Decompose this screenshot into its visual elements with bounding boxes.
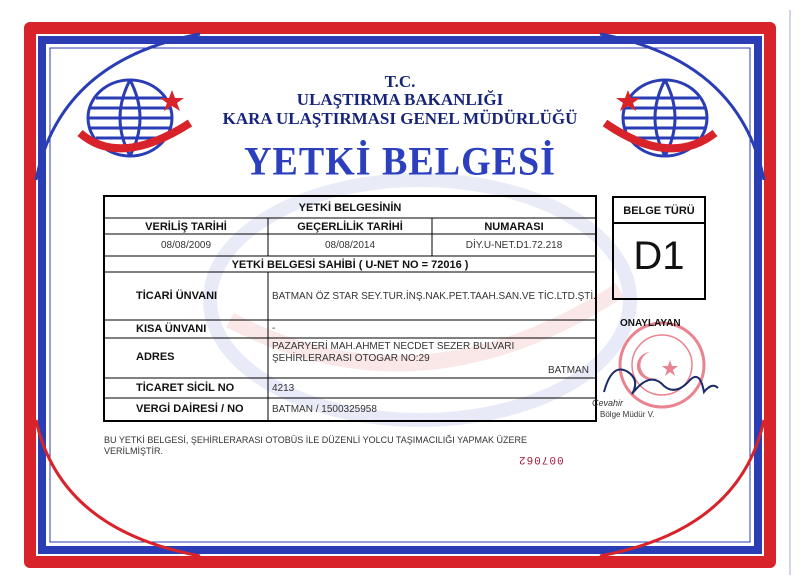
- document-title: YETKİ BELGESİ: [244, 139, 556, 185]
- header-republic: T.C.: [384, 72, 416, 91]
- header-ministry: ULAŞTIRMA BAKANLIĞI: [296, 90, 504, 109]
- trade-name-value: BATMAN ÖZ STAR SEY.TUR.İNŞ.NAK.PET.TAAH.SAN.VE TİC.LTD.ŞTİ.: [272, 291, 596, 302]
- address-line2: ŞEHİRLERARASI OTOGAR NO:29: [272, 353, 430, 364]
- validity-date-value: 08/08/2014: [324, 240, 376, 251]
- short-name-label: KISA ÜNVANI: [136, 323, 207, 335]
- address-label: ADRES: [136, 351, 175, 363]
- serial-number: 007062: [518, 453, 564, 465]
- tax-label: VERGİ DAİRESİ / NO: [136, 403, 244, 415]
- footnote: BU YETKİ BELGESİ, ŞEHİRLERARASI OTOBÜS İLE DÜZENLİ YOLCU TAŞIMACILIĞI YAPMAK ÜZERE VERİLMİŞTİR.: [104, 435, 527, 456]
- address-line1: PAZARYERİ MAH.AHMET NECDET SEZER BULVARI: [272, 341, 515, 352]
- signer-name: Cevahir: [592, 398, 624, 408]
- validity-date-header: GEÇERLİLİK TARİHİ: [297, 221, 403, 233]
- address-city: BATMAN: [548, 365, 589, 376]
- header-directorate: KARA ULAŞTIRMASI GENEL MÜDÜRLÜĞÜ: [222, 109, 578, 128]
- issue-date-value: 08/08/2009: [160, 240, 212, 251]
- number-value: DİY.U-NET.D1.72.218: [465, 240, 563, 251]
- doc-type-label: BELGE TÜRÜ: [614, 200, 704, 224]
- signer-title: Bölge Müdür V.: [600, 410, 655, 419]
- doc-type-value: D1: [633, 234, 685, 278]
- approval-label: ONAYLAYAN: [620, 318, 681, 329]
- issue-date-header: VERİLİŞ TARİHİ: [145, 221, 227, 233]
- tax-value: BATMAN / 1500325958: [272, 404, 377, 415]
- short-name-value: -: [272, 323, 276, 334]
- section-title: YETKİ BELGESİNİN: [298, 202, 402, 214]
- registry-label: TİCARET SİCİL NO: [136, 382, 235, 394]
- doc-type-box: [612, 196, 706, 300]
- number-header: NUMARASI: [484, 221, 544, 233]
- holder-title: YETKİ BELGESİ SAHİBİ ( U-NET NO = 72016 ): [231, 259, 469, 271]
- registry-value: 4213: [272, 383, 295, 394]
- trade-name-label: TİCARİ ÜNVANI: [136, 290, 218, 302]
